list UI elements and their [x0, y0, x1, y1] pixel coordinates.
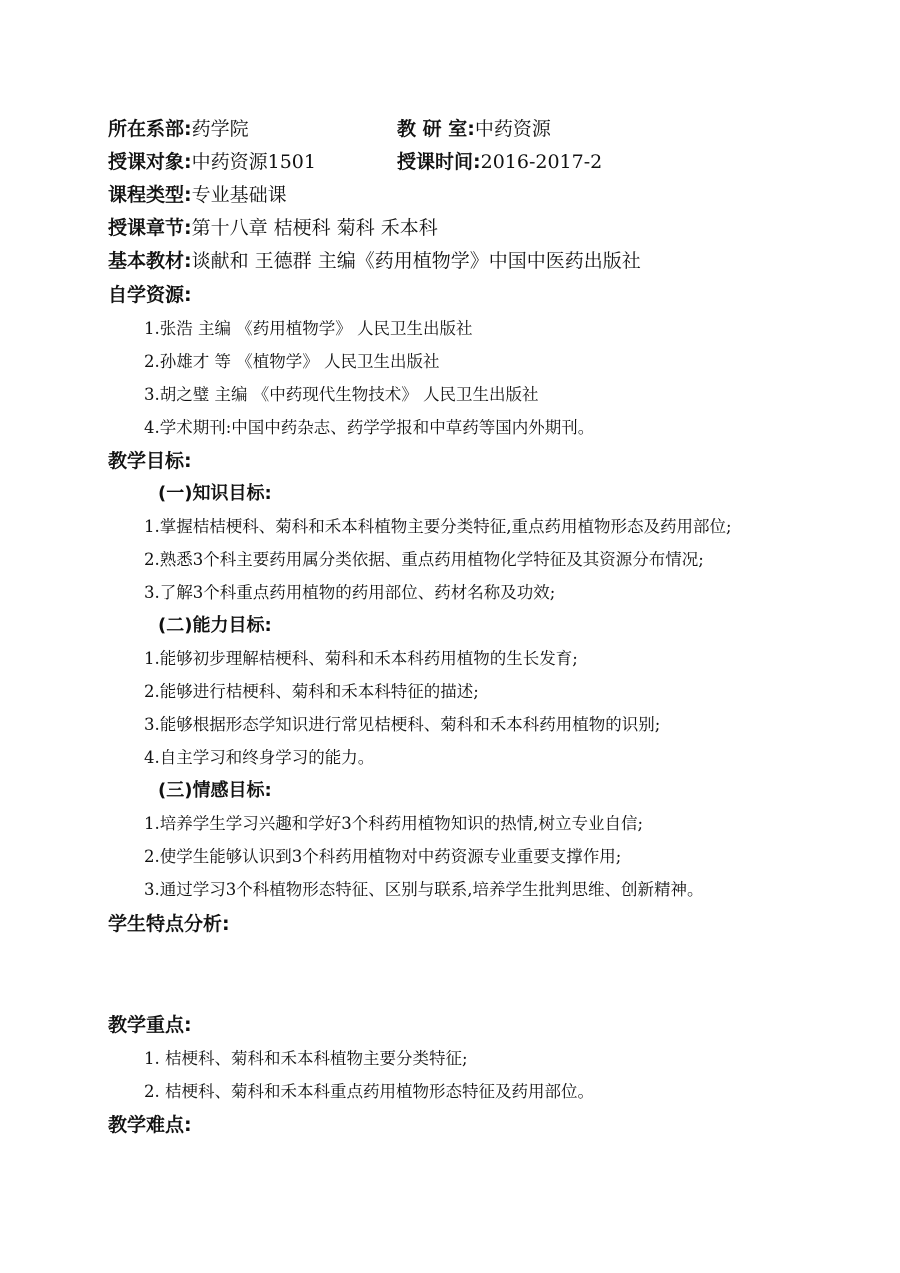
list-item: 1.张浩 主编 《药用植物学》 人民卫生出版社: [144, 319, 473, 338]
list-item: 1.培养学生学习兴趣和学好3个科药用植物知识的热情,树立专业自信;: [144, 814, 644, 833]
office-label: 教 研 室:: [397, 118, 475, 140]
time-value: 2016-2017-2: [480, 151, 603, 173]
list-item: 3.了解3个科重点药用植物的药用部位、药材名称及功效;: [144, 583, 556, 602]
difficulties-heading: 教学难点:: [108, 1114, 192, 1136]
ability-goals-title: (二)能力目标:: [158, 615, 272, 636]
office-value: 中药资源: [474, 118, 551, 140]
textbook-label: 基本教材:: [108, 250, 192, 272]
course-type-row: [108, 183, 287, 207]
list-item: 1.掌握桔桔梗科、菊科和禾本科植物主要分类特征,重点药用植物形态及药用部位;: [144, 517, 732, 536]
textbook-value: 谈献和 王德群 主编《药用植物学》中国中医药出版社: [191, 250, 641, 272]
time-row: [397, 150, 602, 174]
course-type-value: 专业基础课: [191, 184, 287, 206]
list-item: 2. 桔梗科、菊科和禾本科重点药用植物形态特征及药用部位。: [144, 1082, 594, 1101]
chapter-value: 第十八章 桔梗科 菊科 禾本科: [191, 217, 438, 239]
goals-heading: 教学目标:: [108, 450, 192, 472]
office-row: [397, 117, 551, 141]
dept-row: [108, 117, 249, 141]
dept-label: 所在系部:: [108, 118, 192, 140]
list-item: 2.熟悉3个科主要药用属分类依据、重点药用植物化学特征及其资源分布情况;: [144, 550, 704, 569]
student-analysis-heading: 学生特点分析:: [108, 913, 230, 935]
list-item: 1.能够初步理解桔梗科、菊科和禾本科药用植物的生长发育;: [144, 649, 578, 668]
list-item: 4.自主学习和终身学习的能力。: [144, 748, 375, 767]
list-item: 3.能够根据形态学知识进行常见桔梗科、菊科和禾本科药用植物的识别;: [144, 715, 661, 734]
list-item: 2.孙雄才 等 《植物学》 人民卫生出版社: [144, 352, 440, 371]
list-item: 3.胡之璧 主编 《中药现代生物技术》 人民卫生出版社: [144, 385, 539, 404]
target-row: [108, 150, 316, 174]
course-type-label: 课程类型:: [108, 184, 192, 206]
chapter-row: [108, 216, 438, 240]
list-item: 3.通过学习3个科植物形态特征、区别与联系,培养学生批判思维、创新精神。: [144, 880, 704, 899]
emotion-goals-title: (三)情感目标:: [158, 780, 272, 801]
self-study-heading: 自学资源:: [108, 284, 192, 306]
textbook-row: [108, 249, 641, 273]
target-label: 授课对象:: [108, 151, 192, 173]
dept-value: 药学院: [191, 118, 249, 140]
chapter-label: 授课章节:: [108, 217, 192, 239]
knowledge-goals-title: (一)知识目标:: [158, 483, 272, 504]
target-value: 中药资源1501: [191, 151, 316, 173]
list-item: 2.使学生能够认识到3个科药用植物对中药资源专业重要支撑作用;: [144, 847, 622, 866]
time-label: 授课时间:: [397, 151, 481, 173]
list-item: 1. 桔梗科、菊科和禾本科植物主要分类特征;: [144, 1049, 468, 1068]
list-item: 4.学术期刊:中国中药杂志、药学学报和中草药等国内外期刊。: [144, 418, 595, 437]
list-item: 2.能够进行桔梗科、菊科和禾本科特征的描述;: [144, 682, 479, 701]
key-points-heading: 教学重点:: [108, 1014, 192, 1036]
